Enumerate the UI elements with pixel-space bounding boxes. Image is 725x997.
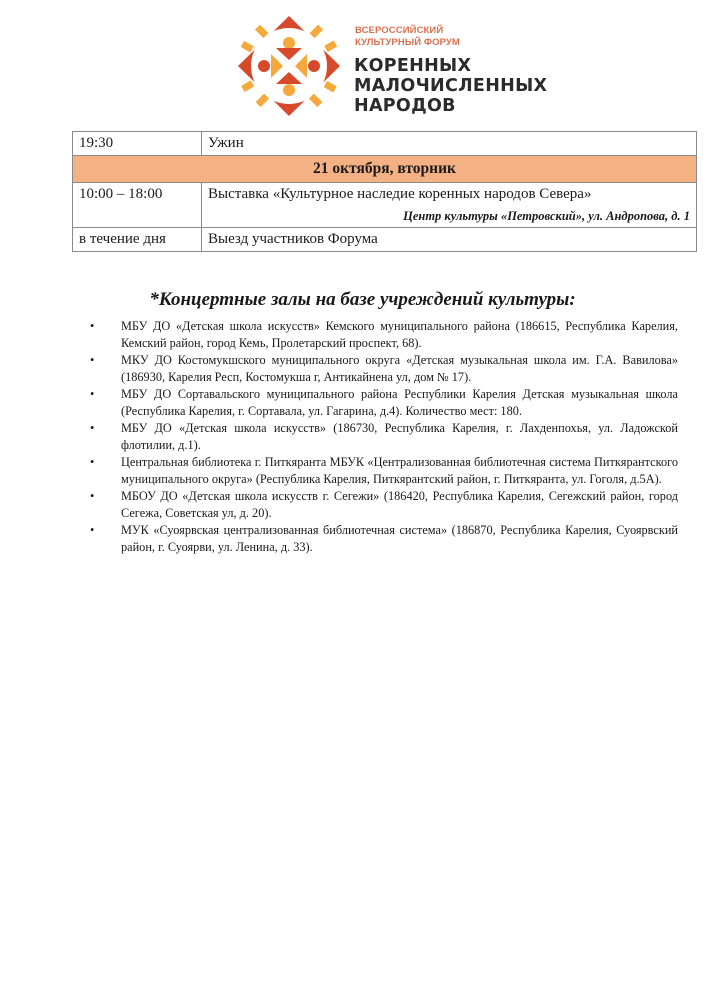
- schedule-time: 10:00 – 18:00: [73, 183, 202, 228]
- list-item: [86, 318, 678, 352]
- ornament-logo-icon: [236, 14, 342, 118]
- list-item: [86, 386, 678, 420]
- list-item-text: МКУ ДО Костомукшского муниципального округа «Детская музыкальная школа им. Г.А. Вавилова» (186930, Карелия Респ, Костомукша г, Антикайнена ул, дом № 17).: [121, 353, 678, 384]
- list-item: [86, 454, 678, 488]
- bullet-icon: •: [90, 489, 95, 503]
- logo-title-line: КОРЕННЫХ: [354, 56, 472, 76]
- logo-subtitle: [355, 25, 460, 49]
- schedule-row: [73, 183, 697, 228]
- bullet-icon: •: [90, 421, 95, 435]
- logo-subtitle-line: КУЛЬТУРНЫЙ ФОРУМ: [355, 37, 460, 48]
- logo-title-line: МАЛОЧИСЛЕННЫХ: [354, 76, 548, 96]
- bullet-icon: •: [90, 319, 95, 333]
- bullet-icon: •: [90, 523, 95, 537]
- day-header: 21 октября, вторник: [73, 156, 697, 183]
- schedule-event: Выставка «Культурное наследие коренных народов Севера»: [208, 186, 592, 202]
- schedule-time: в течение дня: [73, 228, 202, 252]
- list-item-text: МБУ ДО Сортавальского муниципального района Республики Карелия Детская музыкальная школа (Республика Карелия, г. Сортавала, ул. Гагарина, д.4). Количество мест: 180.: [121, 387, 678, 418]
- schedule-row: [73, 228, 697, 252]
- schedule-event: Ужин: [202, 132, 697, 156]
- list-item: [86, 522, 678, 556]
- schedule-table: [72, 131, 697, 252]
- bullet-icon: •: [90, 455, 95, 469]
- logo-subtitle-line: ВСЕРОССИЙСКИЙ: [355, 25, 444, 36]
- schedule-time: 19:30: [73, 132, 202, 156]
- schedule-row: [73, 132, 697, 156]
- list-item-text: МБОУ ДО «Детская школа искусств г. Сегежи» (186420, Республика Карелия, Сегежский район, город Сегежа, Советская ул, д. 20).: [121, 489, 678, 520]
- list-item-text: МБУ ДО «Детская школа искусств» (186730, Республика Карелия, г. Лахденпохья, ул. Ладожской флотилии, д.1).: [121, 421, 678, 452]
- list-item: [86, 352, 678, 386]
- forum-logo: [236, 14, 548, 118]
- logo-title-line: НАРОДОВ: [354, 96, 456, 116]
- bullet-icon: •: [90, 353, 95, 367]
- list-item: [86, 420, 678, 454]
- list-item-text: Центральная библиотека г. Питкяранта МБУК «Централизованная библиотечная система Питкярантского муниципального округа» (Республика Карелия, Питкярантский район, г. Питкяранта, ул. Гоголя, д.5А).: [121, 455, 678, 486]
- logo-title: [354, 56, 547, 116]
- list-item: [86, 488, 678, 522]
- bullet-icon: •: [90, 387, 95, 401]
- schedule-venue: Центр культуры «Петровский», ул. Андропова, д. 1: [403, 209, 690, 223]
- list-item-text: МУК «Суоярвская централизованная библиотечная система» (186870, Республика Карелия, Суоярвский район, г. Суоярви, ул. Ленина, д. 33).: [121, 523, 678, 554]
- halls-heading: *Концертные залы на базе учреждений культуры:: [149, 289, 576, 310]
- day-header-row: [73, 156, 697, 183]
- schedule-event: Выезд участников Форума: [202, 228, 697, 252]
- schedule-event-cell: [202, 183, 697, 228]
- halls-list: [86, 318, 678, 556]
- list-item-text: МБУ ДО «Детская школа искусств» Кемского муниципального района (186615, Республика Карелия, Кемский район, город Кемь, Пролетарский проспект, 68).: [121, 319, 678, 350]
